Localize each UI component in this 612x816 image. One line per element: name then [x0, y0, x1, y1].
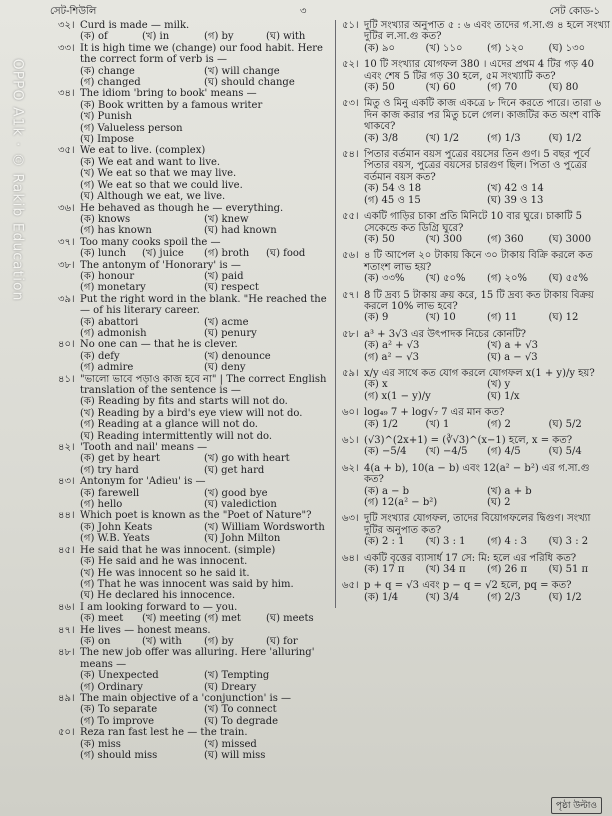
option: (ক) 54 ও 18 [364, 183, 422, 195]
options [342, 486, 610, 509]
options [58, 271, 328, 294]
options [58, 488, 328, 511]
question-number: ৩৯। [58, 293, 75, 305]
question-text: The antonym of 'Honorary' is — [80, 259, 241, 271]
question-text: একটি গাড়ির চাকা প্রতি মিনিটে 10 বার ঘুরে। চাকাটি 5 সেকেন্ডে কত ডিগ্রি ঘুরে? [364, 211, 583, 234]
question-text: No one can — that he is clever. [80, 339, 238, 351]
option: (ঘ) Dreary [204, 681, 257, 693]
question-number: ৫৫। [342, 211, 359, 223]
option: (ক) lunch [80, 248, 127, 260]
option: (ঘ) should change [204, 77, 295, 89]
question [342, 368, 610, 402]
options [58, 100, 328, 146]
question-text: দুটি সংখ্যার অনুপাত ৫ : ৬ এবং তাদের গ.সা.গু ৪ হলে সংখ্যা দুটির ল.সা.গু কত? [364, 20, 610, 43]
option: (গ) Ordinary [80, 681, 143, 693]
question-text: Put the right word in the blank. "He reached the — of his literary career. [80, 293, 327, 317]
question-text: Too many cooks spoil the — [80, 236, 221, 248]
option: (ক) 1/4 [364, 591, 399, 603]
option: (খ) knew [204, 213, 249, 225]
option: (গ) We eat so that we could live. [80, 179, 243, 191]
question-text: একটি বৃত্তের ব্যাসার্ধ 17 সে: মি: হলে এর পরিধি কত? [364, 552, 577, 564]
option: (খ) acme [204, 316, 249, 328]
option: (ক) meet [80, 613, 124, 625]
option: (গ) a² − √3 [364, 351, 419, 363]
options [342, 564, 610, 575]
option: (ঘ) Although we eat, we live. [80, 191, 226, 203]
question-number: ৪১। [58, 373, 75, 385]
option: (গ) 360 [487, 233, 524, 245]
watermark-text: OPPO A1k · © Rakib Education [9, 58, 25, 302]
option: (ক) get by heart [80, 453, 160, 465]
option: (গ) should miss [80, 750, 158, 761]
option: (ঘ) 1/x [487, 390, 520, 402]
options [342, 536, 610, 547]
set-code: সেট কোড-১ [549, 6, 600, 17]
question-number: ৬০। [342, 407, 359, 419]
option: (ক) of [80, 31, 108, 43]
option: (ঘ) 1/2 [548, 132, 582, 144]
option: (ঘ) 5/2 [548, 418, 582, 430]
option: (ঘ) Reading intermittently will not do. [80, 430, 273, 442]
option: (ক) He said and he was innocent. [80, 556, 248, 568]
watermark [4, 0, 30, 360]
options [58, 66, 328, 89]
question-text: The new job offer was alluring. Here 'alluring' means — [80, 647, 315, 670]
option: (গ) ১২০ [487, 42, 525, 54]
option: (ক) We eat and want to live. [80, 156, 221, 168]
option: (গ) W.B. Yeats [80, 533, 150, 545]
option: (ঘ) get hard [204, 464, 265, 476]
question [58, 647, 328, 693]
question [342, 513, 610, 547]
option: (খ) good bye [204, 487, 268, 499]
question-number: ৪৮। [58, 647, 75, 659]
question-text: The main objective of a 'conjunction' is — [80, 692, 292, 704]
question [58, 88, 328, 145]
option: (খ) will change [204, 65, 280, 77]
question-number: ৬৫। [342, 580, 359, 592]
question-number: ৪৪। [58, 510, 75, 522]
option: (ঘ) penury [204, 327, 257, 339]
question-number: ৪০। [58, 339, 75, 351]
option: (খ) ১১০ [425, 42, 463, 54]
options [58, 214, 328, 237]
question-text: Reza ran fast lest he — the train. [80, 727, 248, 739]
question [58, 693, 328, 727]
option: (ঘ) 5/4 [548, 446, 582, 458]
question-text: 10 টি সংখ্যার যোগফল 380 । এদের প্রথম 4 টির গড় 40 এবং শেষ 5 টির গড় 30 হলে, ৫ম সংখ্যাটি কত? [364, 59, 594, 82]
question-number: ৫৪। [342, 149, 359, 161]
options [58, 613, 328, 624]
option: (ক) To separate [80, 704, 158, 716]
option: (খ) 300 [425, 233, 463, 245]
question-text: "ভালো ভাবে পড়াও কাজ হবে না" | The correct English translation of the sentence is — [80, 373, 327, 396]
option: (খ) juice [142, 248, 184, 260]
options [58, 351, 328, 374]
option: (গ) 70 [487, 82, 518, 94]
option: (গ) 12(a² − b²) [364, 497, 438, 509]
question-number: ৪৬। [58, 601, 75, 613]
option: (ঘ) food [266, 248, 306, 260]
option: (খ) 42 ও 14 [487, 183, 544, 195]
question [342, 290, 610, 324]
question [58, 625, 328, 648]
option: (গ) 2/3 [487, 591, 521, 603]
option: (গ) 1/3 [487, 132, 521, 144]
option: (ঘ) 1/2 [548, 591, 582, 603]
options [58, 31, 328, 42]
option: (গ) That he was innocent was said by him. [80, 578, 294, 590]
option: (ক) Unexpected [80, 670, 159, 682]
option: (গ) 4/5 [487, 446, 521, 458]
option: (ঘ) ৫৫% [548, 273, 589, 285]
question [58, 294, 328, 340]
option: (ঘ) 80 [548, 82, 579, 94]
option: (খ) To connect [204, 704, 277, 716]
option: (ঘ) 3000 [548, 233, 592, 245]
question-number: ৫৭। [342, 289, 359, 301]
question [342, 463, 610, 509]
option: (খ) y [487, 379, 511, 391]
right-column [335, 20, 610, 608]
option: (খ) −4/5 [425, 446, 468, 458]
question-text: p + q = √3 এবং p − q = √2 হলে, pq = কত? [364, 580, 572, 592]
option: (ক) farewell [80, 487, 140, 499]
options [58, 556, 328, 602]
option: (খ) in [142, 31, 170, 43]
options [58, 670, 328, 693]
option: (ঘ) 2 [487, 497, 511, 509]
options [58, 248, 328, 259]
option: (ঘ) 51 π [548, 564, 589, 576]
option: (খ) 1 [425, 418, 450, 430]
option: (ঘ) John Milton [204, 533, 281, 545]
question-text: (√3)^(2x+1) = (∛√3)^(x−1) হলে, x = কত? [364, 435, 573, 446]
question [342, 407, 610, 430]
option: (ক) Reading by fits and starts will not do. [80, 396, 288, 408]
question-number: ৩৪। [58, 88, 75, 100]
question [58, 545, 328, 602]
option: (ক) defy [80, 350, 120, 362]
question-number: ৪৩। [58, 476, 75, 488]
option: (ঘ) 12 [548, 312, 579, 324]
option: (ক) Book written by a famous writer [80, 99, 263, 111]
option: (খ) 3/4 [425, 591, 460, 603]
options [342, 133, 610, 144]
question-text: He said that he was innocent. (simple) [80, 544, 276, 556]
options [58, 317, 328, 340]
question-text: x/y এর সাথে কত যোগ করলে যোগফল x(1 + y)/y হয়? [364, 367, 595, 379]
question-text: 'Tooth and nail' means — [80, 442, 208, 454]
question [58, 145, 328, 202]
question-text: I am looking forward to — you. [80, 601, 238, 613]
turn-page-note: পৃষ্ঠা উল্টাও [551, 797, 602, 814]
question-number: ৫০। [58, 727, 75, 739]
question [58, 203, 328, 237]
option: (গ) by [204, 31, 234, 43]
question [342, 250, 610, 284]
option: (গ) x(1 − y)/y [364, 390, 431, 402]
question-number: ৫৬। [342, 250, 359, 262]
option: (ঘ) meets [266, 613, 314, 625]
option: (গ) monetary [80, 282, 146, 294]
options [58, 453, 328, 476]
question-number: ৩৬। [58, 202, 75, 214]
page-header [0, 0, 612, 18]
option: (ঘ) ১৩০ [548, 42, 586, 54]
question-text: ৪ টি আপেল ২০ টাকায় কিনে ৩০ টাকায় বিক্রি করলে কত শতাংশ লাভ হয়? [364, 250, 593, 273]
options [342, 183, 610, 206]
question-number: ৪৭। [58, 624, 75, 636]
options [58, 157, 328, 203]
option: (গ) admire [80, 362, 134, 374]
option: (খ) go with heart [204, 453, 290, 465]
question-text: 8 টি দ্রব্য 5 টাকায় ক্রয় করে, 15 টি দ্রব্য কত টাকায় বিক্রয় করলে 10% লাভ হবে? [364, 289, 594, 312]
option: (ঘ) a − √3 [487, 351, 538, 363]
option: (ক) x [364, 379, 388, 391]
option: (ক) honour [80, 270, 135, 282]
option: (গ) admonish [80, 327, 147, 339]
question-text: The idiom 'bring to book' means — [80, 88, 257, 100]
option: (ক) a² + √3 [364, 340, 420, 352]
question [58, 237, 328, 260]
question-text: log₄₉ 7 + log√₇ 7 এর মান কত? [364, 407, 505, 419]
options [342, 446, 610, 457]
option: (ঘ) will miss [204, 750, 266, 761]
question [342, 553, 610, 576]
question-number: ৩৩। [58, 42, 75, 54]
question-number: ৩৮। [58, 259, 75, 271]
option: (ঘ) had known [204, 225, 277, 237]
question-text: পিতার বর্তমান বয়স পুত্রের বয়সের তিন গুণ। 5 বছর পূর্বে পিতার বয়স, পুত্রের বয়সের চারগুণ ছিল। পিতা ও পুত্রের বর্তমান বয়স কত? [364, 149, 590, 183]
options [58, 636, 328, 647]
question [342, 149, 610, 206]
option: (ঘ) valediction [204, 499, 277, 511]
option: (ক) abattori [80, 316, 139, 328]
options [58, 704, 328, 727]
options [58, 739, 328, 762]
question-text: Curd is made — milk. [80, 20, 190, 31]
option: (খ) meeting [142, 613, 201, 625]
question-text: দুটি সংখ্যার যোগফল, তাদের বিয়োগফলের দ্বিগুণ। সংখ্যা দুটির অনুপাত কত? [364, 513, 591, 536]
option: (ক) 1/2 [364, 418, 399, 430]
option: (গ) To improve [80, 715, 155, 727]
question-text: We eat to live. (complex) [80, 145, 206, 157]
option: (খ) 1/2 [425, 132, 460, 144]
option: (গ) changed [80, 77, 141, 89]
option: (খ) William Wordsworth [204, 521, 325, 533]
option: (গ) 26 π [487, 564, 528, 576]
option: (ঘ) 39 ও 13 [487, 194, 544, 206]
question [342, 435, 610, 458]
option: (ক) knows [80, 213, 131, 225]
question-number: ৪২। [58, 442, 75, 454]
option: (ক) ৩৩% [364, 273, 405, 285]
option: (ক) 2 : 1 [364, 536, 405, 548]
option: (খ) with [142, 635, 182, 647]
question [58, 20, 328, 43]
option: (খ) a + √3 [487, 340, 538, 352]
question [342, 211, 610, 245]
option: (খ) 60 [425, 82, 456, 94]
option: (খ) a + b [487, 485, 532, 497]
question-text: মিতু ও মিনু একটি কাজ একত্রে ৮ দিনে করতে পারে। তারা ৬ দিন কাজ করার পর মিতু চলে গেল। কাজটির কত অংশ বাকি থাকবে? [364, 98, 602, 133]
option: (ক) miss [80, 738, 121, 750]
option: (খ) 10 [425, 312, 456, 324]
option: (গ) broth [204, 248, 250, 260]
option: (গ) has known [80, 225, 152, 237]
option: (খ) Punish [80, 111, 132, 123]
question-text: Antonym for 'Adieu' is — [80, 476, 206, 488]
question [58, 374, 328, 442]
option: (ঘ) deny [204, 362, 246, 374]
option: (গ) Reading at a glance will not do. [80, 419, 258, 431]
option: (গ) 2 [487, 418, 511, 430]
question-number: ৬২। [342, 462, 359, 474]
question [342, 329, 610, 363]
option: (খ) missed [204, 738, 257, 750]
question-number: ৪৯। [58, 692, 75, 704]
option: (গ) 4 : 3 [487, 536, 527, 548]
option: (গ) ২০% [487, 273, 528, 285]
option: (ঘ) To degrade [204, 715, 279, 727]
option: (ক) a − b [364, 485, 410, 497]
question [342, 98, 610, 144]
question [58, 510, 328, 544]
option: (খ) denounce [204, 350, 271, 362]
option: (ক) John Keats [80, 521, 153, 533]
question [58, 43, 328, 89]
option: (ক) −5/4 [364, 446, 407, 458]
page-number: ৩ [300, 6, 307, 17]
options [342, 419, 610, 430]
question-text: 4(a + b), 10(a − b) এবং 12(a² − b²) এর গ.সা.গু কত? [364, 462, 590, 486]
option: (খ) We eat so that we may live. [80, 168, 237, 180]
option: (গ) 11 [487, 312, 518, 324]
question-text: It is high time we (change) our food habit. Here the correct form of verb is — [80, 42, 323, 66]
question [58, 602, 328, 625]
option: (ঘ) respect [204, 282, 259, 294]
options [58, 522, 328, 545]
option: (গ) Valueless person [80, 122, 183, 134]
set-name: সেট-শিউলি [50, 6, 97, 17]
question-text: Which poet is known as the "Poet of Nature"? [80, 510, 312, 522]
option: (গ) hello [80, 499, 123, 511]
question-number: ৫২। [342, 59, 359, 71]
option: (গ) by [204, 635, 234, 647]
option: (ক) 50 [364, 233, 395, 245]
question-text: He lives — honest means. [80, 624, 211, 636]
options [342, 82, 610, 93]
question [58, 476, 328, 510]
question [342, 59, 610, 93]
question-number: ৫১। [342, 20, 359, 31]
question-text: a³ + 3√3 এর উৎপাদক নিচের কোনটি? [364, 328, 527, 340]
options [342, 592, 610, 603]
options [58, 396, 328, 442]
question-number: ৫৯। [342, 367, 359, 379]
option: (ক) 50 [364, 82, 395, 94]
option: (গ) met [204, 613, 241, 625]
option: (খ) Reading by a bird's eye view will not do. [80, 407, 303, 419]
question-number: ৩৭। [58, 236, 75, 248]
left-column [58, 20, 328, 761]
options [342, 234, 610, 245]
option: (খ) 34 π [425, 564, 466, 576]
option: (ঘ) He declared his innocence. [80, 590, 236, 602]
option: (খ) Tempting [204, 670, 270, 682]
question-number: ৪৫। [58, 544, 75, 556]
option: (ঘ) Impose [80, 134, 135, 146]
question [58, 442, 328, 476]
question-number: ৩২। [58, 20, 75, 31]
option: (ক) on [80, 635, 111, 647]
option: (ক) 9 [364, 312, 389, 324]
question-number: ৫৩। [342, 98, 359, 110]
question [342, 580, 610, 603]
question-number: ৩৫। [58, 145, 75, 157]
question-number: ৬৪। [342, 552, 359, 564]
option: (গ) 45 ও 15 [364, 194, 421, 206]
option: (ক) 17 π [364, 564, 405, 576]
options [342, 379, 610, 402]
option: (ক) change [80, 65, 135, 77]
options [342, 312, 610, 323]
question [58, 727, 328, 761]
question [58, 260, 328, 294]
option: (খ) 3 : 1 [425, 536, 466, 548]
option: (খ) paid [204, 270, 244, 282]
option: (খ) He was innocent so he said it. [80, 567, 250, 579]
option: (ক) ৯০ [364, 42, 395, 54]
option: (ঘ) 3 : 2 [548, 536, 589, 548]
option: (খ) ৫০% [425, 273, 466, 285]
question [58, 339, 328, 373]
option: (ক) 3/8 [364, 132, 399, 144]
question-text: He behaved as though he — everything. [80, 202, 284, 214]
question-number: ৬৩। [342, 513, 359, 525]
option: (ঘ) for [266, 635, 298, 647]
question-number: ৬১। [342, 435, 359, 446]
options [342, 43, 610, 54]
option: (গ) try hard [80, 464, 139, 476]
options [342, 273, 610, 284]
question-number: ৫৮। [342, 328, 359, 340]
options [342, 340, 610, 363]
option: (ঘ) with [266, 31, 306, 43]
question [342, 20, 610, 54]
